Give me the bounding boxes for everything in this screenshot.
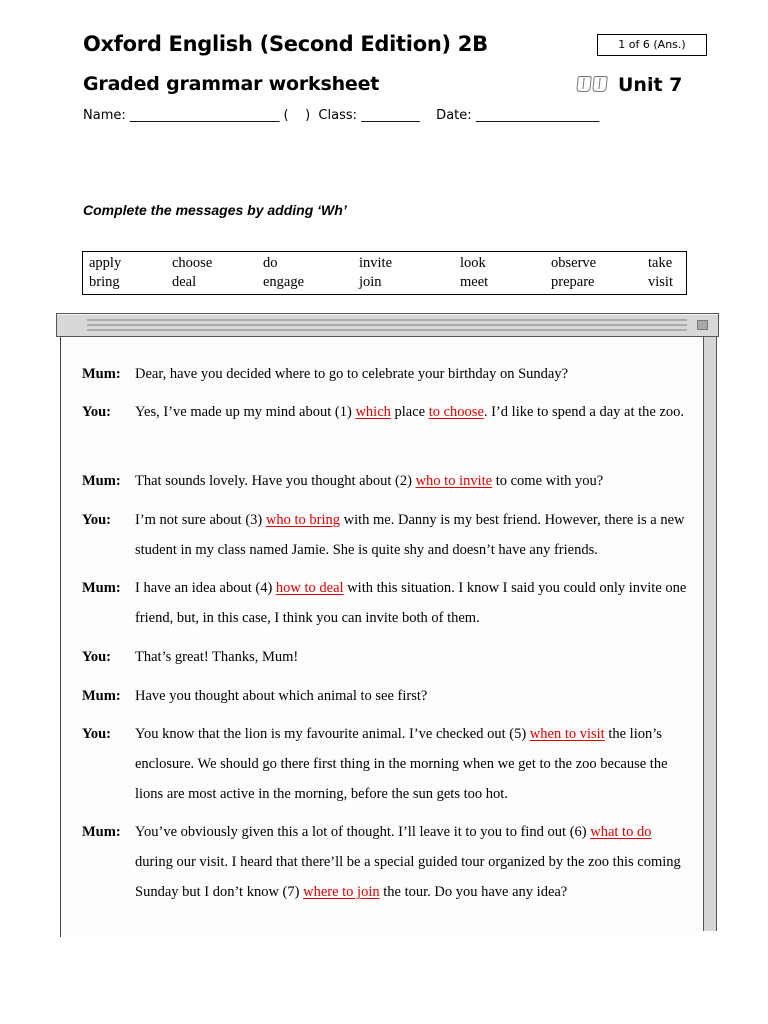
word: look [460,255,486,271]
book-icon [592,76,608,92]
page-indicator: 1 of 6 (Ans.) [597,34,707,56]
speaker-label: You: [82,649,112,665]
word-box [82,251,687,295]
word: deal [172,274,197,290]
word: apply [89,255,122,271]
speaker-label: Mum: [82,473,121,489]
word: choose [172,255,213,271]
word: visit [648,274,673,290]
answer-4: how to deal [275,580,344,596]
book-icons [577,76,607,92]
speaker-label: You: [82,512,112,528]
worksheet-title: Oxford English (Second Edition) 2B [83,32,488,56]
word: do [263,255,278,271]
word: prepare [551,274,595,290]
scroll-rail [703,337,717,931]
instruction: Complete the messages by adding ‘Wh’ [83,202,347,218]
message-text: That’s great! Thanks, Mum! [135,649,299,665]
speaker-label: Mum: [82,366,121,382]
student-info-line: Name: _______________________ ( ) Class: _________ Date: ___________________ [83,108,600,123]
answer-7: where to join [303,884,380,900]
speaker-label: You: [82,726,112,742]
book-icon [576,76,592,92]
answer-1b: to choose [428,404,484,420]
message-text: Yes, I’ve made up my mind about (1) which place to choose. I’d like to spend a day at the zoo. [135,404,685,420]
word: engage [263,274,305,290]
speaker-label: Mum: [82,688,121,704]
word: bring [89,274,120,290]
word: join [359,274,382,290]
message-text: You know that the lion is my favourite animal. I’ve checked out (5) when to visit the lion’s enclosure. We should go there first thing in the morning when we get to the zoo because the lions are most active in the morning, before the sun gets too hot. [135,726,668,802]
unit-label: Unit 7 [618,74,683,96]
message-text: Dear, have you decided where to go to celebrate your birthday on Sunday? [135,366,569,382]
answer-2: who to invite [415,473,493,489]
message-text: That sounds lovely. Have you thought about (2) who to invite to come with you? [135,473,604,489]
answer-6: what to do [590,824,652,840]
scroll-stripe [87,329,687,331]
word: observe [551,255,597,271]
message-text: Have you thought about which animal to see first? [135,688,428,704]
speaker-label: Mum: [82,824,121,840]
answer-5: when to visit [529,726,605,742]
message-text: You’ve obviously given this a lot of thought. I’ll leave it to you to find out (6) what to do during our visit. I heard that there’ll be a special guided tour organized by the zoo this coming Sunday but I don’t know (7) where to join the tour. Do you have any idea? [135,824,681,900]
answer-3: who to bring [265,512,340,528]
scroll-stripe [87,319,687,321]
message-text: I’m not sure about (3) who to bring with me. Danny is my best friend. However, there is a new student in my class named Jamie. She is quite shy and doesn’t have any friends. [135,512,685,558]
speaker-label: Mum: [82,580,121,596]
answer-1: which [355,404,391,420]
word: take [648,255,673,271]
scroll-knob [697,320,708,330]
message-text: I have an idea about (4) how to deal with this situation. I know I said you could only invite one friend, but, in this case, I think you can invite both of them. [135,580,687,626]
worksheet-subtitle: Graded grammar worksheet [83,73,380,95]
scroll-stripe [87,324,687,326]
scroll-header-bar [56,313,719,337]
speaker-label: You: [82,404,112,420]
word: meet [460,274,489,290]
word: invite [359,255,393,271]
